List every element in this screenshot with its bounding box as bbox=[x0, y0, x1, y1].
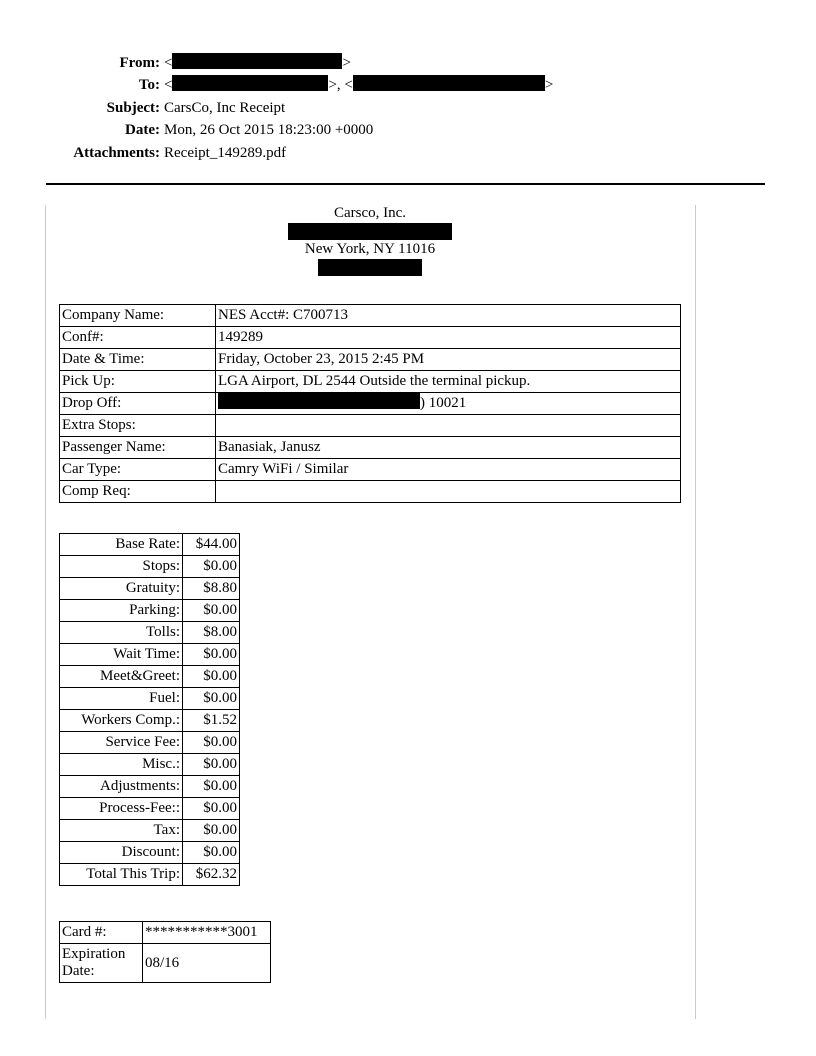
row-value: Camry WiFi / Similar bbox=[216, 459, 681, 481]
total-label: Total This Trip: bbox=[60, 864, 183, 886]
table-row bbox=[60, 371, 681, 393]
row-label: Passenger Name: bbox=[60, 437, 216, 459]
table-row bbox=[60, 305, 681, 327]
redacted-phone-line bbox=[318, 259, 422, 276]
table-row bbox=[60, 415, 681, 437]
charge-label: Parking: bbox=[60, 600, 183, 622]
redacted-block bbox=[218, 393, 420, 409]
charges-table bbox=[59, 533, 240, 886]
charge-label: Gratuity: bbox=[60, 578, 183, 600]
table-row bbox=[60, 842, 240, 864]
charge-label: Misc.: bbox=[60, 754, 183, 776]
charge-value: $0.00 bbox=[183, 688, 240, 710]
table-row bbox=[60, 437, 681, 459]
table-row bbox=[60, 710, 240, 732]
charge-label: Discount: bbox=[60, 842, 183, 864]
charge-value: $1.52 bbox=[183, 710, 240, 732]
row-value bbox=[216, 393, 681, 415]
row-label: Company Name: bbox=[60, 305, 216, 327]
charge-label: Base Rate: bbox=[60, 534, 183, 556]
charge-value: $0.00 bbox=[183, 776, 240, 798]
charge-label: Wait Time: bbox=[60, 644, 183, 666]
table-row bbox=[60, 688, 240, 710]
table-row bbox=[60, 666, 240, 688]
charge-value: $0.00 bbox=[183, 820, 240, 842]
charge-label: Meet&Greet: bbox=[60, 666, 183, 688]
company-city-line: New York, NY 11016 bbox=[304, 241, 436, 257]
from-row bbox=[0, 52, 816, 74]
charge-label: Workers Comp.: bbox=[60, 710, 183, 732]
attachments-label: Attachments: bbox=[73, 144, 160, 161]
table-row bbox=[60, 327, 681, 349]
table-row bbox=[60, 622, 240, 644]
table-row bbox=[60, 556, 240, 578]
table-row bbox=[60, 534, 240, 556]
row-label: Pick Up: bbox=[60, 371, 216, 393]
charge-value: $0.00 bbox=[183, 732, 240, 754]
charge-label: Tax: bbox=[60, 820, 183, 842]
table-row bbox=[60, 578, 240, 600]
from-label: From: bbox=[119, 55, 160, 71]
to-row bbox=[0, 74, 816, 96]
charge-label: Stops: bbox=[60, 556, 183, 578]
charge-label: Tolls: bbox=[60, 622, 183, 644]
charge-value: $0.00 bbox=[183, 600, 240, 622]
row-value: Friday, October 23, 2015 2:45 PM bbox=[216, 349, 681, 371]
table-row bbox=[60, 393, 681, 415]
row-label: Car Type: bbox=[60, 459, 216, 481]
charge-value: $8.00 bbox=[183, 622, 240, 644]
charge-value: $0.00 bbox=[183, 644, 240, 666]
table-row bbox=[60, 600, 240, 622]
charge-label: Fuel: bbox=[60, 688, 183, 710]
table-row bbox=[60, 820, 240, 842]
row-value bbox=[216, 481, 681, 503]
expiration-label: Expiration Date: bbox=[60, 944, 143, 983]
charge-value: $44.00 bbox=[183, 534, 240, 556]
total-row bbox=[60, 864, 240, 886]
redacted-address-line bbox=[288, 223, 452, 240]
table-row bbox=[60, 798, 240, 820]
row-label: Extra Stops: bbox=[60, 415, 216, 437]
subject-label: Subject: bbox=[106, 99, 160, 116]
table-row bbox=[60, 481, 681, 503]
card-number: ***********3001 bbox=[143, 922, 271, 944]
table-row bbox=[60, 944, 271, 983]
redacted-block bbox=[353, 75, 545, 91]
redacted-block bbox=[172, 53, 342, 69]
payment-table bbox=[59, 921, 271, 983]
row-label: Comp Req: bbox=[60, 481, 216, 503]
email-header bbox=[0, 52, 816, 164]
from-value: < > bbox=[164, 55, 351, 71]
header-divider bbox=[46, 183, 765, 185]
dropoff-zip: ) 10021 bbox=[420, 395, 467, 411]
date-label: Date: bbox=[125, 122, 160, 139]
charge-value: $0.00 bbox=[183, 754, 240, 776]
charge-label: Process-Fee:: bbox=[60, 798, 183, 820]
to-value: < >, < > bbox=[164, 77, 554, 94]
redacted-block bbox=[172, 75, 328, 91]
date-value: Mon, 26 Oct 2015 18:23:00 +0000 bbox=[164, 122, 374, 139]
charge-label: Service Fee: bbox=[60, 732, 183, 754]
table-row bbox=[60, 644, 240, 666]
row-value bbox=[216, 415, 681, 437]
charge-label: Adjustments: bbox=[60, 776, 183, 798]
row-value: NES Acct#: C700713 bbox=[216, 305, 681, 327]
row-label: Drop Off: bbox=[60, 393, 216, 415]
table-row bbox=[60, 732, 240, 754]
total-value: $62.32 bbox=[183, 864, 240, 886]
table-row bbox=[60, 922, 271, 944]
trip-info-table bbox=[59, 304, 681, 503]
table-row bbox=[60, 459, 681, 481]
row-value: LGA Airport, DL 2544 Outside the terminal pickup. bbox=[216, 371, 681, 393]
company-name: Carsco, Inc. bbox=[333, 205, 407, 221]
table-row bbox=[60, 349, 681, 371]
charge-value: $0.00 bbox=[183, 556, 240, 578]
charge-value: $0.00 bbox=[183, 842, 240, 864]
card-label: Card #: bbox=[60, 922, 143, 944]
date-row bbox=[0, 119, 816, 141]
subject-row bbox=[0, 97, 816, 119]
table-row bbox=[60, 754, 240, 776]
to-label: To: bbox=[138, 77, 160, 94]
expiration-value: 08/16 bbox=[143, 944, 271, 983]
row-label: Date & Time: bbox=[60, 349, 216, 371]
attachment-link[interactable]: Receipt_149289.pdf bbox=[164, 144, 287, 161]
attachments-row bbox=[0, 142, 816, 164]
charge-value: $8.80 bbox=[183, 578, 240, 600]
charge-value: $0.00 bbox=[183, 666, 240, 688]
row-value: 149289 bbox=[216, 327, 681, 349]
charge-value: $0.00 bbox=[183, 798, 240, 820]
table-row bbox=[60, 776, 240, 798]
row-label: Conf#: bbox=[60, 327, 216, 349]
row-value: Banasiak, Janusz bbox=[216, 437, 681, 459]
subject-value: CarsCo, Inc Receipt bbox=[164, 99, 286, 116]
